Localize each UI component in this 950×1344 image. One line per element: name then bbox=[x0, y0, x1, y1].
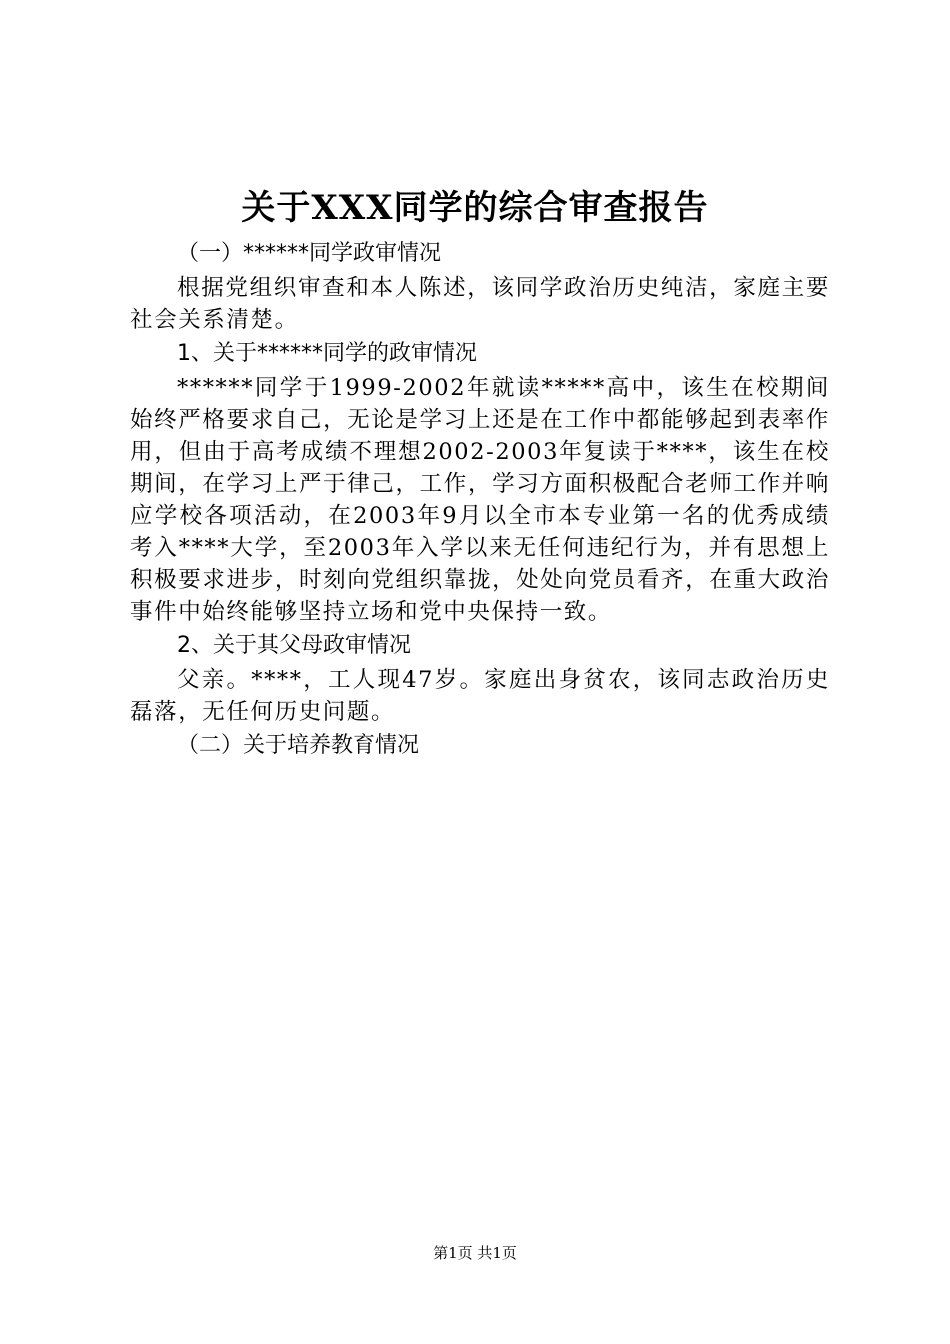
page-footer: 第1页 共1页 bbox=[433, 1244, 517, 1262]
subsection-1-heading: 1、关于******同学的政审情况 bbox=[177, 341, 477, 366]
section-2-heading: （二）关于培养教育情况 bbox=[177, 733, 420, 758]
section-1-paragraph: 根据党组织审查和本人陈述，该同学政治历史纯洁，家庭主要社会关系清楚。 bbox=[130, 275, 830, 333]
document-body bbox=[130, 236, 830, 764]
subsection-2-heading: 2、关于其父母政审情况 bbox=[177, 633, 411, 658]
subsection-1-paragraph: ******同学于1999-2002年就读*****高中，该生在校期间始终严格要求自己，无论是学习上还是在工作中都能够起到表率作用，但由于高考成绩不理想2002-2003年复读于****，该生在校期间，在学习上严于律己，工作，学习方面积极配合老师工作并响应学校各项活动，在2003年9月以全市本专业第一名的优秀成绩考入****大学，至2003年入学以来无任何违纪行为，并有思想上积极要求进步，时刻向党组织靠拢，处处向党员看齐，在重大政治事件中始终能够坚持立场和党中央保持一致。 bbox=[130, 375, 830, 625]
section-1-heading: （一）******同学政审情况 bbox=[177, 241, 442, 266]
subsection-2-paragraph: 父亲。****，工人现47岁。家庭出身贫农，该同志政治历史磊落，无任何历史问题。 bbox=[130, 667, 830, 725]
document-title: 关于XXX同学的综合审查报告 bbox=[241, 188, 709, 228]
